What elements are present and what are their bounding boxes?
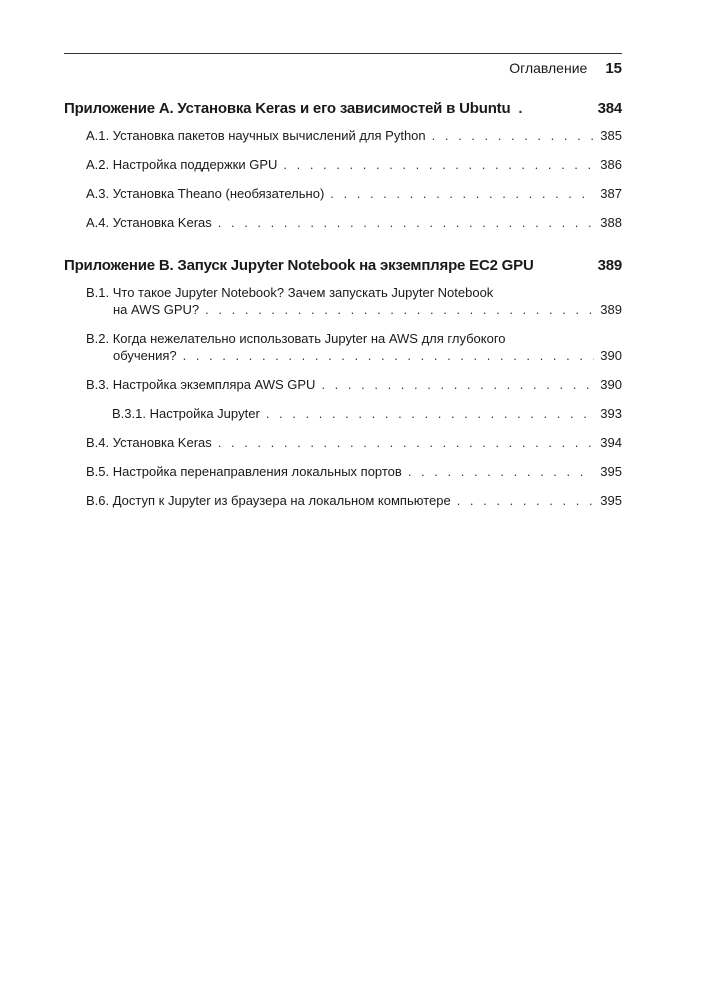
dot-leader (183, 347, 595, 364)
toc-entry-text: В.5. Настройка перенаправления локальных портов (86, 464, 402, 479)
toc-entry-b4 (86, 434, 622, 451)
toc-entry-text: В.3. Настройка экземпляра AWS GPU (86, 377, 316, 392)
appendix-a-title (64, 100, 622, 117)
dot-leader (457, 492, 595, 509)
appendix-a-title-text: Приложение А. Установка Keras и его зависимостей в Ubuntu (64, 100, 511, 117)
appendix-b-title-text: Приложение В. Запуск Jupyter Notebook на экземпляре EC2 GPU (64, 257, 534, 274)
appendix-a-page: 384 (597, 100, 622, 117)
appendix-b-title (64, 257, 622, 274)
toc-entry-b3-1 (112, 405, 622, 422)
toc-entry-b5 (86, 463, 622, 480)
toc-entry-page: 394 (600, 435, 622, 450)
toc-entry-text: В.4. Установка Keras (86, 435, 212, 450)
toc-entry-page: 395 (600, 493, 622, 508)
dot-leader (408, 463, 594, 480)
toc-entry-text-cont: на AWS GPU? (113, 302, 200, 317)
toc-entry-a1 (86, 127, 622, 144)
dot-leader (432, 127, 595, 144)
toc-entry-page: 385 (600, 128, 622, 143)
toc-entry-page: 390 (600, 348, 622, 363)
toc-entry-page: 395 (600, 464, 622, 479)
toc-entry-b1 (86, 284, 622, 318)
dot-leader (330, 185, 594, 202)
dot-leader (205, 301, 594, 318)
toc-entry-text: В.1. Что такое Jupyter Notebook? Зачем запускать Jupyter Notebook (86, 285, 494, 300)
toc-entry-text: В.2. Когда нежелательно использовать Jupyter на AWS для глубокого (86, 331, 506, 346)
toc-entry-page: 388 (600, 215, 622, 230)
toc-entry-a4 (86, 214, 622, 231)
dot-leader (283, 156, 594, 173)
running-head (509, 60, 622, 77)
dot-leader (321, 376, 594, 393)
toc-entry-page: 390 (600, 377, 622, 392)
toc-entry-text: В.6. Доступ к Jupyter из браузера на локальном компьютере (86, 493, 451, 508)
toc-entry-text: А.4. Установка Keras (86, 215, 212, 230)
toc-entry-b2 (86, 330, 622, 364)
table-of-contents (64, 100, 622, 521)
toc-entry-page: 393 (600, 406, 622, 421)
page-number: 15 (605, 60, 622, 77)
toc-entry-a3 (86, 185, 622, 202)
toc-entry-text: В.3.1. Настройка Jupyter (112, 406, 260, 421)
toc-entry-a2 (86, 156, 622, 173)
toc-entry-text: А.2. Настройка поддержки GPU (86, 157, 278, 172)
toc-entry-page: 387 (600, 186, 622, 201)
toc-entry-page: 386 (600, 157, 622, 172)
dot-leader (218, 214, 595, 231)
toc-entry-text-cont: обучения? (113, 348, 177, 363)
header-rule (64, 53, 622, 54)
appendix-b-page: 389 (597, 257, 622, 274)
toc-entry-text: А.3. Установка Theano (необязательно) (86, 186, 325, 201)
dot-leader (266, 405, 594, 422)
toc-entry-text: А.1. Установка пакетов научных вычислений для Python (86, 128, 426, 143)
toc-entry-page: 389 (600, 302, 622, 317)
dot-leader (518, 100, 532, 117)
toc-entry-b6 (86, 492, 622, 509)
dot-leader (218, 434, 595, 451)
running-head-section: Оглавление (509, 60, 588, 76)
toc-entry-b3 (86, 376, 622, 393)
